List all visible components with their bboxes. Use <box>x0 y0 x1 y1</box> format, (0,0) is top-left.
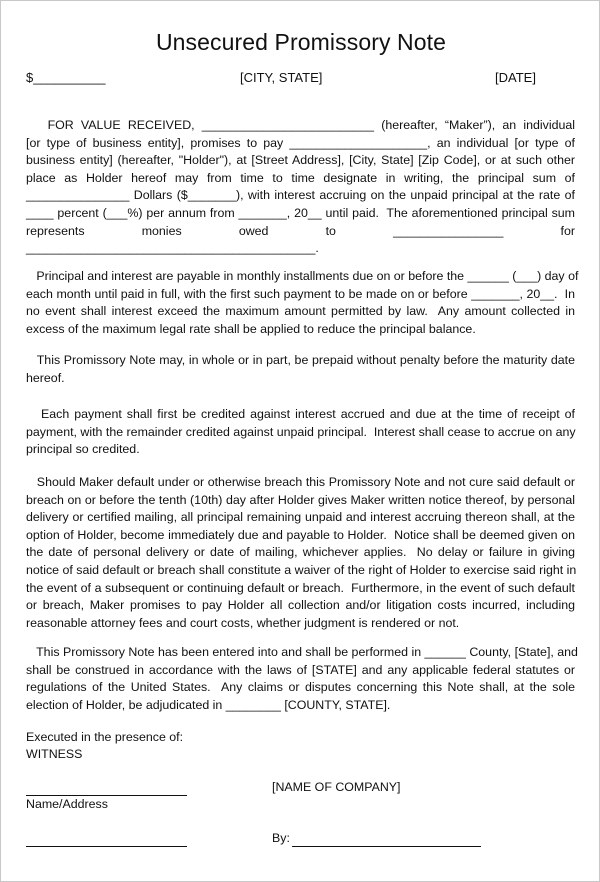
executed-label: Executed in the presence of: <box>26 730 184 744</box>
witness-second-signature-line <box>26 846 187 847</box>
paragraph-line: regulations of the United States. Any claims or disputes concerning this Note shall, at the sole <box>26 680 575 695</box>
paragraph-line: option of Holder, become immediately due and payable to Holder. Notice shall be deemed given on <box>26 527 575 542</box>
paragraph-line: _______________ Dollars ($_______), with interest accruing on the unpaid principal at the rate of <box>26 188 575 203</box>
witness-label: WITNESS <box>26 747 83 761</box>
paragraph-line: hereof. <box>26 370 65 385</box>
paragraph-line: [or type of business entity], promises to pay ____________________, an individual [or type of <box>26 135 575 150</box>
paragraph-line: FOR VALUE RECEIVED, _________________________ (hereafter, “Maker”), an individual <box>26 118 575 132</box>
paragraph-line: delivery or certified mailing, all principal remaining unpaid and interest accruing thereon shall, at the <box>26 510 575 525</box>
default-paragraph <box>26 474 575 632</box>
paragraph-line: business entity] (hereafter, "Holder"), at [Street Address], [City, State] [Zip Code], or at such other <box>26 153 575 168</box>
paragraph-line: reasonable attorney fees and court costs, whether judgment is rendered or not. <box>26 615 460 630</box>
paragraph-line: the event of a subsequent or continuing default or breach. Furthermore, in the event of such default <box>26 580 575 595</box>
city-state-field: [CITY, STATE] <box>240 70 323 85</box>
crediting-paragraph <box>26 406 575 459</box>
name-address-label: Name/Address <box>26 797 108 811</box>
paragraph-line: breach on or before the tenth (10th) day after Holder gives Maker written notice thereof, by personal <box>26 492 575 507</box>
paragraph-line: no event shall interest exceed the maximum amount permitted by law. Any amount collected in <box>26 304 575 319</box>
paragraph-line: Each payment shall first be credited against interest accrued and due at the time of receipt of <box>26 407 575 421</box>
paragraph-line: principal so credited. <box>26 442 140 457</box>
value-received-paragraph <box>26 117 575 258</box>
paragraph-line: This Promissory Note has been entered into and shall be performed in ______ County, [State], and <box>26 645 578 659</box>
company-signature-line <box>292 846 481 847</box>
paragraph-line: or breach, Maker promises to pay Holder all collection and/or litigation costs incurred, including <box>26 598 575 613</box>
company-name-label: [NAME OF COMPANY] <box>272 780 401 794</box>
document-title: Unsecured Promissory Note <box>155 29 447 55</box>
paragraph-line: payment, with the remainder credited against unpaid principal. Interest shall cease to accrue on any <box>26 424 576 439</box>
paragraph-line: This Promissory Note may, in whole or in part, be prepaid without penalty before the maturity date <box>26 353 575 367</box>
paragraph-line: __________________________________________. <box>26 241 319 256</box>
paragraph-line: shall be construed in accordance with the laws of [STATE] and any applicable federal statutes or <box>26 662 575 677</box>
prepayment-paragraph <box>26 352 575 387</box>
paragraph-line: place as Holder hereof may from time to time designate in writing, the principal sum of <box>26 170 575 185</box>
paragraph-line: each month until paid in full, with the first such payment to be made on or before _______, 20__. In <box>26 286 575 301</box>
paragraph-line: excess of the maximum legal rate shall be applied to reduce the principal balance. <box>26 321 476 336</box>
by-label: By: <box>272 831 290 845</box>
paragraph-line: represents monies owed to ________________ for <box>26 223 575 238</box>
governing-law-paragraph <box>26 644 578 714</box>
date-field: [DATE] <box>495 70 536 85</box>
paragraph-line: ____ percent (___%) per annum from _______, 20__ until paid. The aforementioned principal sum <box>26 205 575 220</box>
amount-field: $__________ <box>26 70 106 85</box>
paragraph-line: Should Maker default under or otherwise breach this Promissory Note and not cure said default or <box>26 475 575 489</box>
paragraph-line: election of Holder, be adjudicated in ________ [COUNTY, STATE]. <box>26 697 391 712</box>
paragraph-line: notice of said default or breach shall constitute a waiver of the right of Holder to exercise said right in <box>26 562 577 577</box>
paragraph-line: Principal and interest are payable in monthly installments due on or before the ______ (___) day of <box>26 269 579 283</box>
payment-terms-paragraph <box>26 268 579 338</box>
paragraph-line: the date of personal delivery or date of mailing, whichever applies. No delay or failure in giving <box>26 545 575 560</box>
